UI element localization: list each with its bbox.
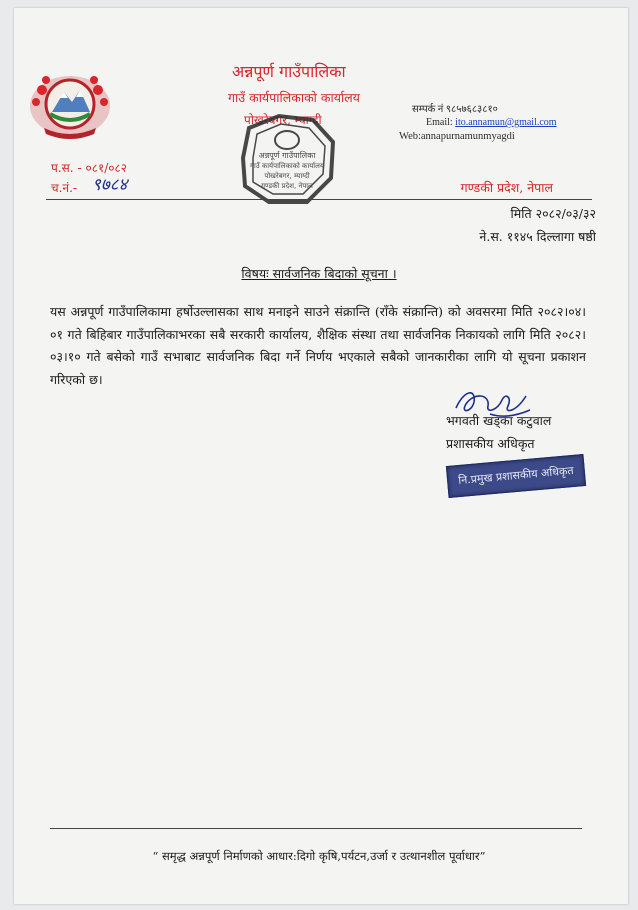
contact-phone: सम्पर्क नं ९८५७६८३८१० <box>412 104 498 115</box>
seal-line-3: पोखरेबगर, म्याग्दी <box>264 172 310 180</box>
province-name: गण्डकी प्रदेश, नेपाल <box>460 180 553 195</box>
header-divider <box>46 199 592 200</box>
subject-line <box>0 265 638 282</box>
seal-line-1: अन्नपूर्ण गाउँपालिका <box>258 151 316 160</box>
office-location: पोखरेबगर, म्याग्दी <box>244 113 322 127</box>
footer-slogan: “ समृद्ध अन्नपूर्ण निर्माणको आधार:दिगो कृषि,पर्यटन,उर्जा र उत्थानशील पूर्वाधार” <box>152 849 486 863</box>
signatory-position: प्रशासकीय अधिकृत <box>446 436 535 451</box>
date-nepal-sambat: ने.स. ११४५ दिल्लागा षष्ठी <box>479 229 596 244</box>
chalani-number: ९७८४ <box>92 175 128 195</box>
date-bs: मिति २०८२/०३/३२ <box>510 206 596 221</box>
nepal-emblem-icon <box>24 68 116 140</box>
chalani-label: च.नं.- <box>51 181 78 195</box>
municipality-title: अन्नपूर्ण गाउँपालिका <box>232 62 346 81</box>
contact-email-line <box>426 117 557 128</box>
contact-web: Web:annapurnamunmyagdi <box>399 131 515 142</box>
subject-text: विषयः सार्वजनिक बिदाको सूचना । <box>241 266 397 281</box>
seal-line-4: गण्डकी प्रदेश, नेपाल <box>261 182 313 190</box>
email-label: Email: <box>426 117 456 128</box>
designation-stamp: नि.प्रमुख प्रशासकीय अधिकृत <box>446 454 586 498</box>
office-seal-stamp <box>235 112 339 206</box>
notice-body: यस अन्नपूर्ण गाउँपालिकामा हर्षोउल्लासका साथ मनाइने साउने संक्रान्ति (राँके संक्रान्ति) को अवसरमा मिति २०८२।०४।०१ गते बिहिबार गाउँपालिकाभरका सबै सरकारी कार्यालय, शैक्षिक संस्था तथा सार्वजनिक निकायको लागि मिति २०८२।०३।१० गते बसेको गाउँ सभाबाट सार्वजनिक बिदा गर्ने निर्णय भएकाले सबैको जानकारीका लागि यो सूचना प्रकाशन गरिएको छ। <box>50 304 586 387</box>
email-link[interactable]: ito.annamun@gmail.com <box>455 117 557 128</box>
signatory-name: भगवती खड्का कटुवाल <box>446 413 552 428</box>
office-name: गाउँ कार्यपालिकाको कार्यालय <box>228 90 360 105</box>
seal-line-2: गाउँ कार्यपालिकाको कार्यालय <box>250 162 324 170</box>
footer-divider <box>50 828 582 829</box>
patra-sankhya: प.स. - ०८१/०८२ <box>51 161 127 175</box>
